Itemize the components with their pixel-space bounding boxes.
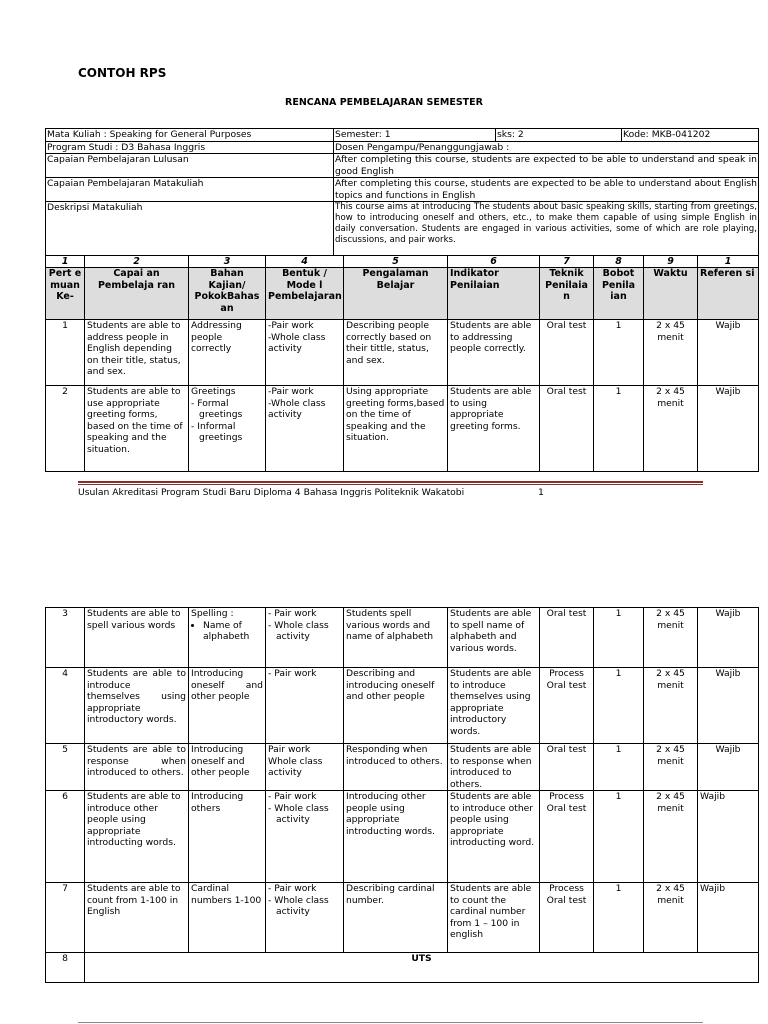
indikator-cell: Students are able to introduce other people using appropriate introducting word. [448,791,540,883]
bentuk-cell [266,791,344,883]
teknik-cell: Oral test [540,386,594,472]
table-row [46,883,759,953]
table-row [46,744,759,791]
bentuk-item: - Pair work [268,608,317,619]
header-waktu: Waktu [644,268,698,320]
bentuk-cell [266,608,344,668]
teknik-cell: Process Oral test [540,883,594,953]
indikator-cell: Students are able to using appropriate greeting forms. [448,386,540,472]
teknik-cell: Oral test [540,744,594,791]
pengalaman-cell: Responding when introduced to others. [344,744,448,791]
pengalaman-cell: Students spell various words and name of alphabeth [344,608,448,668]
footer-text: Usulan Akreditasi Program Studi Baru Diploma 4 Bahasa Inggris Politeknik Wakatobi [78,487,465,498]
bobot-cell: 1 [594,744,644,791]
pengalaman-cell: Describing people correctly based on their tittle, status, and sex. [344,320,448,386]
pengalaman-cell: Using appropriate greeting forms,based on the time of speaking and the situation. [344,386,448,472]
capaian-cell: Students are able to introduce themselves using appropriate introductory words. [85,668,189,744]
capaian-cell: Students are able to response when introduced to others. [85,744,189,791]
bobot-cell: 1 [594,320,644,386]
row-number: 2 [46,386,85,472]
col-number: 5 [344,256,448,268]
bahan-cell: Cardinal numbers 1-100 [189,883,266,953]
bentuk-item: - Whole class activity [268,894,329,917]
referensi-cell: Wajib [698,791,759,883]
bahan-title: Spelling : [191,608,234,619]
header-teknik: Teknik Penilaia n [540,268,594,320]
cpl-text: After completing this course, students are expected to be able to understand and speak in good English [335,154,757,177]
dosen-cell: Dosen Pengampu/Penanggungjawab : [334,141,759,154]
bentuk-cell [266,883,344,953]
document-heading: CONTOH RPS [78,66,167,80]
indikator-cell: Students are able to introduce themselves using appropriate introductory words. [448,668,540,744]
kode-cell: Kode: MKB-041202 [622,129,759,142]
indikator-cell: Students are able to spell name of alphabeth and various words. [448,608,540,668]
bobot-cell: 1 [594,668,644,744]
bobot-cell: 1 [594,791,644,883]
pengalaman-cell: Describing and introducing oneself and other people [344,668,448,744]
waktu-cell: 2 x 45 menit [644,320,698,386]
capaian-cell: Students are able to introduce other people using appropriate introducting words. [85,791,189,883]
document-title: RENCANA PEMBELAJARAN SEMESTER [285,97,483,108]
waktu-cell: 2 x 45 menit [644,744,698,791]
col-number: 9 [644,256,698,268]
program-studi-cell: Program Studi : D3 Bahasa Inggris [46,141,334,154]
capaian-cell: Students are able to count from 1-100 in English [85,883,189,953]
bentuk-cell [266,668,344,744]
course-info-table [45,128,759,256]
row-number: 5 [46,744,85,791]
indikator-cell: Students are able to count the cardinal number from 1 – 100 in english [448,883,540,953]
header-bobot: Bobot Penila ian [594,268,644,320]
bahan-cell: Introducing others [189,791,266,883]
capaian-cell: Students are able to spell various words [85,608,189,668]
header-bentuk: Bentuk / Mode l Pembelajaran [266,268,344,320]
capaian-cell: Students are able to use appropriate greeting forms, based on the time of speaking and the situation. [85,386,189,472]
col-number: 7 [540,256,594,268]
bentuk-cell: Pair work Whole class activity [266,744,344,791]
row-number: 8 [46,953,85,983]
teknik-cell: Process Oral test [540,668,594,744]
row-number: 3 [46,608,85,668]
bentuk-item: - Pair work [268,883,317,894]
bobot-cell: 1 [594,883,644,953]
bentuk-item: - Whole class activity [268,619,329,642]
waktu-cell: 2 x 45 menit [644,791,698,883]
waktu-cell: 2 x 45 menit [644,668,698,744]
waktu-cell: 2 x 45 menit [644,386,698,472]
pengalaman-cell: Describing cardinal number. [344,883,448,953]
bahan-title: Greetings [191,386,236,397]
header-pengalaman: Pengalaman Belajar [344,268,448,320]
desc-label: Deskripsi Matakuliah [46,202,334,256]
bentuk-item: - Pair work [268,791,317,802]
indikator-cell: Students are able to response when introduced to others. [448,744,540,791]
referensi-cell: Wajib [698,883,759,953]
header-pertemuan: Pert e muan Ke- [46,268,85,320]
semester-cell: Semester: 1 [334,129,496,142]
row-number: 1 [46,320,85,386]
indikator-cell: Students are able to addressing people correctly. [448,320,540,386]
col-number: 3 [189,256,266,268]
header-referensi: Referen si [698,268,759,320]
row-number: 4 [46,668,85,744]
bobot-cell: 1 [594,608,644,668]
desc-text: This course aims at introducing The students about basic speaking skills, starting from greetings, how to introducing oneself and others, etc., to make them capable of using simple English in daily conversation. Students are engaged in various activities, some of which are role playing, discussions, and pair works. [334,202,759,256]
cpl-label: Capaian Pembelajaran Lulusan [46,154,334,178]
teknik-cell: Oral test [540,608,594,668]
col-number: 6 [448,256,540,268]
header-bahan-kajian: Bahan Kajian/ PokokBahas an [189,268,266,320]
bahan-cell: Introducing oneself and other people [189,668,266,744]
bentuk-cell: -Pair work -Whole class activity [266,320,344,386]
col-number: 4 [266,256,344,268]
mata-kuliah-cell: Mata Kuliah : Speaking for General Purposes [46,129,334,142]
bahan-item: - Formal greetings [191,397,243,420]
row-number: 6 [46,791,85,883]
referensi-cell: Wajib [698,668,759,744]
sks-cell: sks: 2 [496,129,622,142]
waktu-cell: 2 x 45 menit [644,608,698,668]
referensi-cell: Wajib [698,320,759,386]
table-row [46,953,759,983]
table-row [46,386,759,472]
row-number: 7 [46,883,85,953]
bahan-item: • Name of alphabeth [203,620,263,643]
pengalaman-cell: Introducing other people using appropriate introducting words. [344,791,448,883]
referensi-cell: Wajib [698,744,759,791]
table-row [46,791,759,883]
cpmk-text: After completing this course, students are expected to be able to understand about English topics and functions in English [335,178,757,201]
col-number: 1 [698,256,759,268]
cpmk-label: Capaian Pembelajaran Matakuliah [46,178,334,202]
footer-rule [78,484,703,485]
bahan-cell: Addressing people correctly [189,320,266,386]
col-number: 8 [594,256,644,268]
bahan-cell [189,386,266,472]
bentuk-item: - Whole class activity [268,802,329,825]
teknik-cell: Process Oral test [540,791,594,883]
header-capaian: Capai an Pembelaja ran [85,268,189,320]
bentuk-cell: -Pair work -Whole class activity [266,386,344,472]
bentuk-item: - Pair work [268,668,317,679]
rps-table-page2 [45,607,759,983]
bahan-cell [189,608,266,668]
col-number: 2 [85,256,189,268]
bahan-cell: Introducing oneself and other people [189,744,266,791]
capaian-cell: Students are able to address people in English depending on their title, status, and sex. [85,320,189,386]
bahan-item: - Informal greetings [191,420,243,443]
referensi-cell: Wajib [698,386,759,472]
teknik-cell: Oral test [540,320,594,386]
uts-cell: UTS [85,953,759,983]
referensi-cell: Wajib [698,608,759,668]
col-number: 1 [46,256,85,268]
footer-rule [78,481,703,483]
rps-table-page1 [45,255,759,472]
table-row [46,608,759,668]
page-bottom-rule [78,1022,703,1023]
table-row [46,320,759,386]
table-row [46,668,759,744]
waktu-cell: 2 x 45 menit [644,883,698,953]
bobot-cell: 1 [594,386,644,472]
page-number: 1 [538,487,544,498]
header-indikator: Indikator Penilaian [448,268,540,320]
